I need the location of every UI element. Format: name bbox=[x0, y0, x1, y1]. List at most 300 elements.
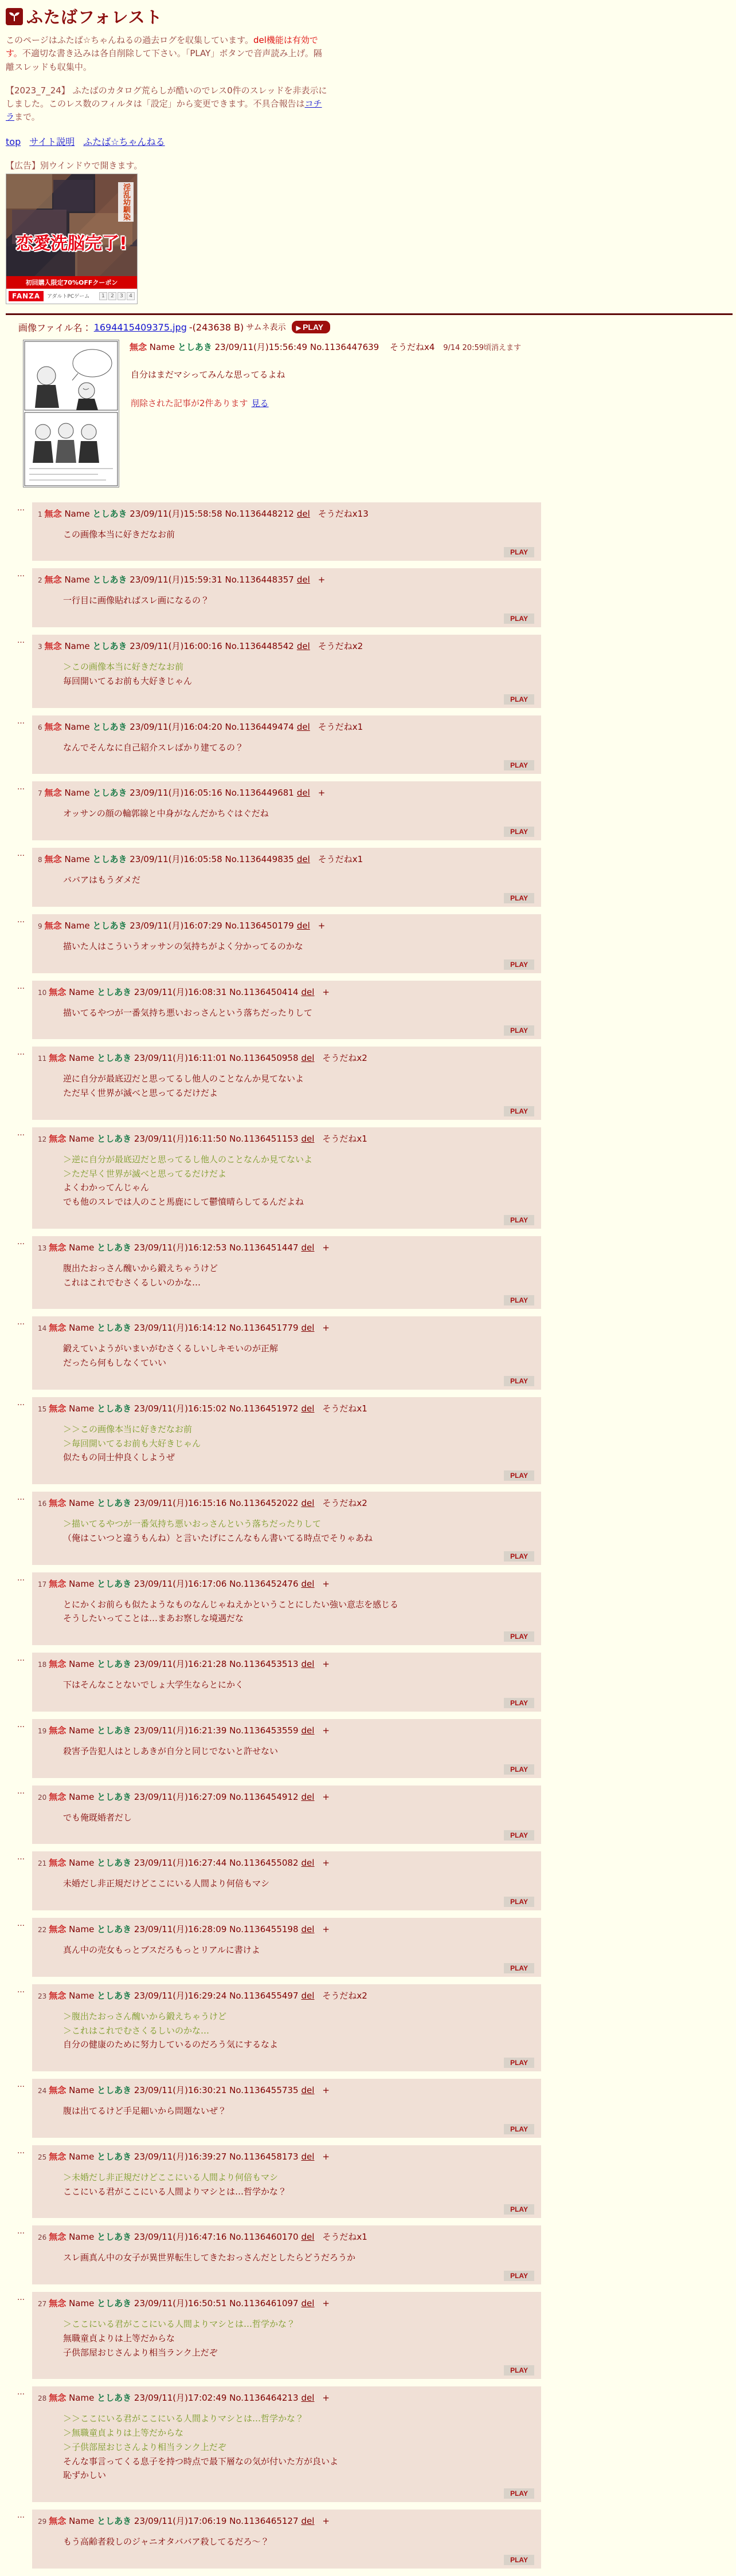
reply-del-link[interactable]: del bbox=[301, 1791, 315, 1802]
reply-mood: 無念 bbox=[49, 2151, 66, 2162]
reply-sodane-count[interactable]: + bbox=[322, 1323, 330, 1334]
reply-body-text bbox=[63, 660, 534, 689]
reply-text-line: 腹は出てるけど手足細いから問題ないぜ？ bbox=[63, 2106, 227, 2116]
reply-sodane-count[interactable]: + bbox=[322, 1659, 330, 1669]
reply-sodane-count[interactable]: + bbox=[322, 1924, 330, 1934]
reply-name-label: Name bbox=[69, 1498, 95, 1508]
reply-text-line: 逆に自分が最底辺だと思ってるし他人のことなんか見てないよ bbox=[63, 1073, 304, 1084]
reply-datetime: 23/09/11(月)16:30:21 bbox=[134, 2085, 227, 2095]
reply-post bbox=[32, 715, 541, 774]
reply-quote-line: ＞ただ早く世界が滅べと思ってるだけだよ bbox=[63, 1168, 227, 1179]
reply-body-text bbox=[63, 593, 534, 608]
reply-row bbox=[17, 635, 736, 708]
reply-play-button[interactable]: PLAY bbox=[504, 2365, 534, 2376]
reply-sodane-count[interactable]: そうだねx2 bbox=[322, 1990, 367, 2001]
reply-del-link[interactable]: del bbox=[301, 1403, 315, 1414]
reply-row bbox=[17, 1851, 736, 1910]
reply-play-button[interactable]: PLAY bbox=[504, 959, 534, 970]
op-name-label: Name bbox=[149, 341, 175, 352]
reply-del-link[interactable]: del bbox=[301, 1498, 315, 1508]
reply-menu-ellipsis[interactable]: … bbox=[17, 1048, 25, 1057]
reply-datetime: 23/09/11(月)16:27:44 bbox=[134, 1858, 227, 1869]
reply-number: 15 bbox=[38, 1405, 47, 1413]
reply-del-link[interactable]: del bbox=[296, 641, 310, 651]
reply-play-button[interactable]: PLAY bbox=[504, 2058, 534, 2068]
reply-mood: 無念 bbox=[49, 1053, 66, 1064]
reply-del-link[interactable]: del bbox=[301, 1990, 315, 2001]
reply-post bbox=[32, 2225, 541, 2284]
reply-body-text bbox=[63, 1598, 534, 1626]
op-poster-name: としあき bbox=[177, 341, 212, 352]
reply-sodane-count[interactable]: + bbox=[322, 2298, 330, 2308]
reply-text-line: 一行目に画像貼ればスレ画になるの？ bbox=[63, 595, 210, 606]
notice-text: 【2023_7_24】 ふたばのカタログ荒らしが酷いのでレス0件のスレッドを非表示にしました。このレス数のフィルタは「設定」から変更できます。不具合報告は bbox=[6, 85, 327, 109]
reply-del-link[interactable]: del bbox=[296, 508, 310, 519]
reply-post-number: No.1136452476 bbox=[229, 1578, 299, 1589]
reply-sodane-count[interactable]: + bbox=[322, 2516, 330, 2526]
reply-poster-name: としあき bbox=[97, 1990, 132, 2001]
reply-poster-name: としあき bbox=[97, 1578, 132, 1589]
nav-links bbox=[6, 135, 736, 148]
reply-menu-ellipsis[interactable]: … bbox=[17, 2081, 25, 2089]
reply-menu-ellipsis[interactable]: … bbox=[17, 717, 25, 726]
site-title: ふたばフォレスト bbox=[26, 7, 163, 27]
reply-post-header bbox=[38, 2392, 534, 2404]
nav-link-site-guide[interactable]: サイト説明 bbox=[29, 136, 75, 147]
reply-body-text bbox=[63, 2251, 534, 2265]
reply-mood: 無念 bbox=[49, 2085, 66, 2095]
reply-menu-ellipsis[interactable]: … bbox=[17, 982, 25, 991]
reply-play-button[interactable]: PLAY bbox=[504, 1106, 534, 1116]
reply-play-button[interactable]: PLAY bbox=[504, 2204, 534, 2215]
reply-del-link[interactable]: del bbox=[301, 2151, 315, 2162]
reply-menu-ellipsis[interactable]: … bbox=[17, 504, 25, 513]
op-expire-time: 9/14 20:59頃消えます bbox=[443, 343, 521, 352]
reply-poster-name: としあき bbox=[97, 2393, 132, 2404]
reply-play-button[interactable]: PLAY bbox=[504, 827, 534, 837]
reply-datetime: 23/09/11(月)16:15:16 bbox=[134, 1498, 227, 1508]
reply-post bbox=[32, 1492, 541, 1565]
reply-post-number: No.1136448542 bbox=[225, 641, 294, 651]
reply-number: 3 bbox=[38, 643, 42, 651]
nav-link-top[interactable]: top bbox=[6, 136, 21, 147]
op-post-header bbox=[130, 341, 521, 353]
reply-menu-ellipsis[interactable]: … bbox=[17, 1720, 25, 1729]
reply-del-link[interactable]: del bbox=[301, 1242, 315, 1253]
reply-post-header bbox=[38, 1052, 534, 1064]
reply-name-label: Name bbox=[69, 1323, 95, 1334]
reply-play-button[interactable]: PLAY bbox=[504, 2555, 534, 2565]
reply-poster-name: としあき bbox=[97, 986, 132, 997]
reply-datetime: 23/09/11(月)16:05:58 bbox=[130, 854, 222, 864]
reply-row bbox=[17, 1397, 736, 1484]
reply-play-button[interactable]: PLAY bbox=[504, 1551, 534, 1562]
reply-post-number: No.1136449835 bbox=[225, 854, 294, 864]
reply-play-button[interactable]: PLAY bbox=[504, 760, 534, 770]
reply-post bbox=[32, 1984, 541, 2071]
reply-post-header bbox=[38, 1724, 534, 1736]
reply-play-button[interactable]: PLAY bbox=[504, 1764, 534, 1775]
reply-number: 16 bbox=[38, 1500, 47, 1508]
reply-del-link[interactable]: del bbox=[296, 575, 310, 585]
intro-line1: このページはふたば☆ちゃんねるの過去ログを収集しています。 bbox=[6, 35, 253, 45]
intro-line2: 不適切な書き込みは各自削除して下さい。「PLAY」ボタンで音声読み上げ。隔離スレッドも収集中。 bbox=[6, 48, 322, 72]
reply-menu-ellipsis[interactable]: … bbox=[17, 783, 25, 792]
thumbnail-toggle[interactable]: サムネ表示 bbox=[246, 323, 286, 332]
reply-del-link[interactable]: del bbox=[301, 1725, 315, 1736]
reply-name-label: Name bbox=[69, 1403, 95, 1414]
reply-play-button[interactable]: PLAY bbox=[504, 613, 534, 624]
reply-body-text bbox=[63, 807, 534, 821]
ad-pager-page-3[interactable]: 3 bbox=[118, 292, 126, 300]
reply-play-button[interactable]: PLAY bbox=[504, 1698, 534, 1708]
reply-menu-ellipsis[interactable]: … bbox=[17, 1853, 25, 1862]
reply-post-header bbox=[38, 1132, 534, 1145]
reply-quote-line: ＞無職童貞よりは上等だからな bbox=[63, 2428, 184, 2438]
reply-body-text bbox=[63, 2317, 534, 2359]
reply-post-header bbox=[38, 2084, 534, 2096]
reply-sodane-count[interactable]: そうだねx1 bbox=[318, 721, 363, 732]
reply-del-link[interactable]: del bbox=[296, 721, 310, 732]
reply-post-header bbox=[38, 1923, 534, 1935]
reply-name-label: Name bbox=[69, 2298, 95, 2308]
reply-menu-ellipsis[interactable]: … bbox=[17, 1318, 25, 1327]
reply-poster-name: としあき bbox=[92, 920, 127, 931]
reply-post-number: No.1136455082 bbox=[229, 1858, 299, 1869]
reply-post-number: No.1136451447 bbox=[229, 1242, 299, 1253]
reply-play-button[interactable]: PLAY bbox=[504, 2271, 534, 2281]
deleted-posts-notice: 削除された記事が2件あります 見る bbox=[131, 398, 269, 408]
reply-del-link[interactable]: del bbox=[301, 2085, 315, 2095]
reply-sodane-count[interactable]: + bbox=[322, 1791, 330, 1802]
reply-post-number: No.1136455735 bbox=[229, 2085, 299, 2095]
reply-name-label: Name bbox=[69, 1725, 95, 1736]
reply-play-button[interactable]: PLAY bbox=[504, 1830, 534, 1840]
reply-mood: 無念 bbox=[44, 721, 62, 732]
reply-play-button[interactable]: PLAY bbox=[504, 893, 534, 903]
reply-datetime: 23/09/11(月)16:50:51 bbox=[134, 2298, 227, 2308]
ad-bottom-strip bbox=[6, 289, 137, 304]
reply-body-text bbox=[63, 873, 534, 887]
reply-quote-line: ＞描いてるやつが一番気持ち悪いおっさんという落ちだったりして bbox=[63, 1519, 322, 1529]
reply-del-link[interactable]: del bbox=[301, 1133, 315, 1144]
ad-coupon-strip: 初回購入限定70%OFFクーポン bbox=[6, 276, 137, 289]
reply-del-link[interactable]: del bbox=[301, 1323, 315, 1334]
reply-sodane-count[interactable]: + bbox=[322, 986, 330, 997]
reply-play-button[interactable]: PLAY bbox=[504, 547, 534, 557]
reply-sodane-count[interactable]: そうだねx2 bbox=[318, 641, 363, 651]
reply-text-line: 殺害予告犯人はとしあきが自分と同じでないと許せない bbox=[63, 1745, 279, 1756]
reply-number: 26 bbox=[38, 2233, 47, 2242]
reply-menu-ellipsis[interactable]: … bbox=[17, 1654, 25, 1663]
reply-row bbox=[17, 914, 736, 973]
reply-play-button[interactable]: PLAY bbox=[504, 1025, 534, 1036]
reply-name-label: Name bbox=[69, 1791, 95, 1802]
reply-mood: 無念 bbox=[44, 920, 62, 931]
reply-menu-ellipsis[interactable]: … bbox=[17, 2511, 25, 2520]
reply-del-link[interactable]: del bbox=[301, 986, 315, 997]
reply-play-button[interactable]: PLAY bbox=[504, 1897, 534, 1907]
reply-datetime: 23/09/11(月)16:14:12 bbox=[134, 1323, 227, 1334]
reply-post-header bbox=[38, 721, 534, 733]
reply-del-link[interactable]: del bbox=[301, 2393, 315, 2404]
reply-datetime: 23/09/11(月)16:11:01 bbox=[134, 1053, 227, 1064]
reply-sodane-count[interactable]: そうだねx2 bbox=[322, 1498, 367, 1508]
reply-mood: 無念 bbox=[49, 1924, 66, 1934]
reply-mood: 無念 bbox=[49, 1498, 66, 1508]
reply-menu-ellipsis[interactable]: … bbox=[17, 2388, 25, 2397]
reply-name-label: Name bbox=[69, 1242, 95, 1253]
op-mood: 無念 bbox=[130, 341, 147, 352]
reply-mood: 無念 bbox=[49, 986, 66, 997]
reply-body-text bbox=[63, 2412, 534, 2483]
reply-menu-ellipsis[interactable]: … bbox=[17, 1920, 25, 1928]
reply-text-line: オッサンの顔の輪郭線と中身がなんだかちぐはぐだね bbox=[63, 808, 269, 819]
reply-name-label: Name bbox=[69, 2151, 95, 2162]
reply-name-label: Name bbox=[69, 986, 95, 997]
reply-sodane-count[interactable]: + bbox=[322, 1858, 330, 1869]
reply-text-line: 毎回開いてるお前も大好きじゃん bbox=[63, 675, 193, 686]
reply-menu-ellipsis[interactable]: … bbox=[17, 636, 25, 645]
reply-name-label: Name bbox=[69, 1053, 95, 1064]
reply-menu-ellipsis[interactable]: … bbox=[17, 1128, 25, 1138]
reply-text-line: ここにいる君がここにいる人間よりマシとは…哲学かな？ bbox=[63, 2186, 287, 2197]
reply-sodane-count[interactable]: + bbox=[318, 788, 326, 799]
reply-menu-ellipsis[interactable]: … bbox=[17, 2146, 25, 2156]
deleted-posts-show-link[interactable]: 見る bbox=[251, 398, 269, 408]
reply-post bbox=[32, 1572, 541, 1646]
reply-post-number: No.1136454912 bbox=[229, 1791, 299, 1802]
reply-play-button[interactable]: PLAY bbox=[504, 1376, 534, 1386]
reply-del-link[interactable]: del bbox=[301, 1659, 315, 1669]
reply-body-text bbox=[63, 2104, 534, 2118]
reply-post-header bbox=[38, 986, 534, 998]
notice-kochira-link[interactable]: コチラ bbox=[6, 99, 322, 123]
reply-menu-ellipsis[interactable]: … bbox=[17, 570, 25, 579]
reply-number: 21 bbox=[38, 1859, 47, 1868]
reply-menu-ellipsis[interactable]: … bbox=[17, 2227, 25, 2236]
reply-number: 24 bbox=[38, 2087, 47, 2095]
reply-datetime: 23/09/11(月)16:39:27 bbox=[134, 2151, 227, 2162]
reply-text-line: 未婚だし非正規だけどここにいる人間より何倍もマシ bbox=[63, 1878, 270, 1889]
reply-del-link[interactable]: del bbox=[296, 920, 310, 931]
reply-del-link[interactable]: del bbox=[296, 854, 310, 864]
reply-post-number: No.1136448212 bbox=[225, 508, 294, 519]
reply-poster-name: としあき bbox=[92, 508, 127, 519]
op-sodane-count[interactable]: そうだねx4 bbox=[390, 341, 435, 352]
reply-del-link[interactable]: del bbox=[301, 1858, 315, 1869]
ad-sub-label: 淫乱幼馴染 bbox=[118, 182, 134, 222]
reply-post-header bbox=[38, 573, 534, 585]
reply-post bbox=[32, 1236, 541, 1309]
reply-post-number: No.1136460170 bbox=[229, 2232, 299, 2243]
reply-post bbox=[32, 1653, 541, 1712]
reply-post bbox=[32, 981, 541, 1040]
reply-del-link[interactable]: del bbox=[301, 1924, 315, 1934]
reply-number: 23 bbox=[38, 1992, 47, 2000]
ad-banner[interactable] bbox=[6, 174, 138, 304]
reply-menu-ellipsis[interactable]: … bbox=[17, 1985, 25, 1995]
reply-sodane-count[interactable]: + bbox=[322, 1578, 330, 1589]
reply-del-link[interactable]: del bbox=[301, 2232, 315, 2243]
reply-text-line: とにかくお前らも似たようなものなんじゃねえかということにしたい強い意志を感じる bbox=[63, 1599, 399, 1610]
reply-row bbox=[17, 2292, 736, 2379]
reply-menu-ellipsis[interactable]: … bbox=[17, 915, 25, 925]
reply-body-text bbox=[63, 741, 534, 755]
reply-mood: 無念 bbox=[49, 2298, 66, 2308]
reply-sodane-count[interactable]: そうだねx2 bbox=[322, 1053, 367, 1064]
reply-sodane-count[interactable]: + bbox=[318, 575, 326, 585]
reply-datetime: 23/09/11(月)16:00:16 bbox=[130, 641, 222, 651]
reply-sodane-count[interactable]: + bbox=[322, 1725, 330, 1736]
reply-number: 9 bbox=[38, 922, 42, 930]
play-triangle-icon: ▶ bbox=[296, 325, 302, 332]
reply-post-header bbox=[38, 1658, 534, 1670]
reply-row bbox=[17, 1047, 736, 1120]
file-name-link[interactable]: 1694415409375.jpg bbox=[93, 321, 187, 333]
reply-text-line: これはこれでむさくるしいのかな… bbox=[63, 1277, 201, 1288]
reply-sodane-count[interactable]: そうだねx1 bbox=[322, 2232, 367, 2243]
futaba-leaf-icon bbox=[6, 8, 23, 25]
reply-menu-ellipsis[interactable]: … bbox=[17, 1237, 25, 1246]
reply-row bbox=[17, 2225, 736, 2284]
reply-mood: 無念 bbox=[49, 2393, 66, 2404]
reply-post-number: No.1136451153 bbox=[229, 1133, 299, 1144]
section-divider bbox=[6, 313, 733, 315]
reply-text-line: そうしたいってことは…まあお察しな境遇だな bbox=[63, 1613, 244, 1624]
reply-name-label: Name bbox=[69, 1578, 95, 1589]
reply-del-link[interactable]: del bbox=[301, 1578, 315, 1589]
reply-post-number: No.1136453559 bbox=[229, 1725, 299, 1736]
reply-mood: 無念 bbox=[44, 788, 62, 799]
reply-post-number: No.1136448357 bbox=[225, 575, 294, 585]
nav-link-futaba-channel[interactable]: ふたば☆ちゃんねる bbox=[83, 136, 165, 147]
reply-play-button[interactable]: PLAY bbox=[504, 1963, 534, 1973]
reply-post-number: No.1136461097 bbox=[229, 2298, 299, 2308]
reply-poster-name: としあき bbox=[97, 1725, 132, 1736]
reply-row bbox=[17, 1785, 736, 1845]
reply-play-button[interactable]: PLAY bbox=[504, 2488, 534, 2499]
reply-del-link[interactable]: del bbox=[296, 788, 310, 799]
reply-datetime: 23/09/11(月)16:27:09 bbox=[134, 1791, 227, 1802]
reply-quote-line: ＞ここにいる君がここにいる人間よりマシとは…哲学かな？ bbox=[63, 2319, 296, 2329]
reply-poster-name: としあき bbox=[97, 2232, 132, 2243]
reply-name-label: Name bbox=[69, 1858, 95, 1869]
reply-sodane-count[interactable]: そうだねx1 bbox=[318, 854, 363, 864]
reply-menu-ellipsis[interactable]: … bbox=[17, 1574, 25, 1583]
reply-poster-name: としあき bbox=[97, 2085, 132, 2095]
reply-del-link[interactable]: del bbox=[301, 1053, 315, 1064]
reply-sodane-count[interactable]: そうだねx1 bbox=[322, 1133, 367, 1144]
reply-datetime: 23/09/11(月)16:12:53 bbox=[134, 1242, 227, 1253]
reply-post bbox=[32, 2079, 541, 2138]
reply-menu-ellipsis[interactable]: … bbox=[17, 2294, 25, 2302]
file-size: -(243638 B) bbox=[189, 321, 244, 333]
reply-sodane-count[interactable]: そうだねx13 bbox=[318, 508, 369, 519]
reply-play-button[interactable]: PLAY bbox=[504, 1470, 534, 1481]
reply-number: 7 bbox=[38, 789, 42, 798]
reply-play-button[interactable]: PLAY bbox=[504, 694, 534, 705]
reply-mood: 無念 bbox=[44, 854, 62, 864]
reply-post-header bbox=[38, 2297, 534, 2309]
reply-post-header bbox=[38, 2150, 534, 2162]
reply-sodane-count[interactable]: + bbox=[322, 1242, 330, 1253]
reply-sodane-count[interactable]: + bbox=[322, 2085, 330, 2095]
reply-sodane-count[interactable]: + bbox=[318, 920, 326, 931]
reply-post bbox=[32, 2386, 541, 2502]
reply-datetime: 23/09/11(月)16:29:24 bbox=[134, 1990, 227, 2001]
reply-post-header bbox=[38, 508, 534, 520]
fanza-logo: FANZA bbox=[9, 291, 44, 301]
reply-play-button[interactable]: PLAY bbox=[504, 2124, 534, 2134]
reply-body-text bbox=[63, 1006, 534, 1020]
reply-post-header bbox=[38, 1241, 534, 1253]
reply-post-number: No.1136450179 bbox=[225, 920, 294, 931]
reply-datetime: 23/09/11(月)16:04:20 bbox=[130, 721, 222, 732]
reply-row bbox=[17, 2079, 736, 2138]
reply-text-line: スレ画真ん中の女子が異世界転生してきたおっさんだとしたらどうだろうか bbox=[63, 2252, 356, 2263]
reply-mood: 無念 bbox=[49, 2232, 66, 2243]
op-thumbnail-image[interactable] bbox=[23, 340, 119, 487]
reply-quote-line: ＞腹出たおっさん醜いから鍛えちゃうけど bbox=[63, 2011, 227, 2022]
reply-post-header bbox=[38, 1989, 534, 2001]
reply-post bbox=[32, 1047, 541, 1120]
ad-pager-page-2[interactable]: 2 bbox=[108, 292, 116, 300]
reply-mood: 無念 bbox=[49, 1133, 66, 1144]
ad-pager-page-4[interactable]: 4 bbox=[127, 292, 135, 300]
reply-poster-name: としあき bbox=[97, 1133, 132, 1144]
reply-post bbox=[32, 2292, 541, 2379]
reply-post bbox=[32, 1719, 541, 1778]
reply-number: 6 bbox=[38, 723, 42, 731]
reply-quote-line: ＞子供部屋おじさんより相当ランク上だぞ bbox=[63, 2441, 226, 2452]
reply-menu-ellipsis[interactable]: … bbox=[17, 1787, 25, 1796]
reply-name-label: Name bbox=[69, 2393, 95, 2404]
reply-poster-name: としあき bbox=[97, 1403, 132, 1414]
reply-post-number: No.1136450958 bbox=[229, 1053, 299, 1064]
reply-number: 11 bbox=[38, 1055, 47, 1063]
reply-play-button[interactable]: PLAY bbox=[504, 1215, 534, 1225]
reply-poster-name: としあき bbox=[92, 641, 127, 651]
reply-sodane-count[interactable]: そうだねx1 bbox=[322, 1403, 367, 1414]
reply-del-link[interactable]: del bbox=[301, 2298, 315, 2308]
reply-post bbox=[32, 848, 541, 907]
reply-poster-name: としあき bbox=[97, 1498, 132, 1508]
reply-body-text bbox=[63, 528, 534, 542]
op-play-button[interactable]: ▶ PLAY bbox=[292, 321, 331, 333]
reply-text-line: 恥ずかしい bbox=[63, 2470, 107, 2481]
reply-row bbox=[17, 502, 736, 561]
reply-row bbox=[17, 1236, 736, 1309]
reply-sodane-count[interactable]: + bbox=[322, 2151, 330, 2162]
reply-sodane-count[interactable]: + bbox=[322, 2393, 330, 2404]
reply-play-button[interactable]: PLAY bbox=[504, 1631, 534, 1642]
reply-name-label: Name bbox=[69, 1659, 95, 1669]
reply-menu-ellipsis[interactable]: … bbox=[17, 850, 25, 858]
reply-play-button[interactable]: PLAY bbox=[504, 1295, 534, 1305]
reply-row bbox=[17, 568, 736, 627]
reply-quote-line: ＞これはこれでむさくるしいのかな… bbox=[63, 2025, 210, 2036]
ad-pager-page-1[interactable]: 1 bbox=[99, 292, 107, 300]
reply-menu-ellipsis[interactable]: … bbox=[17, 1493, 25, 1502]
reply-menu-ellipsis[interactable]: … bbox=[17, 1398, 25, 1407]
reply-number: 14 bbox=[38, 1324, 47, 1333]
reply-mood: 無念 bbox=[44, 641, 62, 651]
reply-del-link[interactable]: del bbox=[301, 2516, 315, 2526]
reply-quote-line: ＞＞ここにいる君がここにいる人間よりマシとは…哲学かな？ bbox=[63, 2413, 304, 2424]
reply-post-header bbox=[38, 1497, 534, 1509]
reply-post-number: No.1136458173 bbox=[229, 2151, 299, 2162]
